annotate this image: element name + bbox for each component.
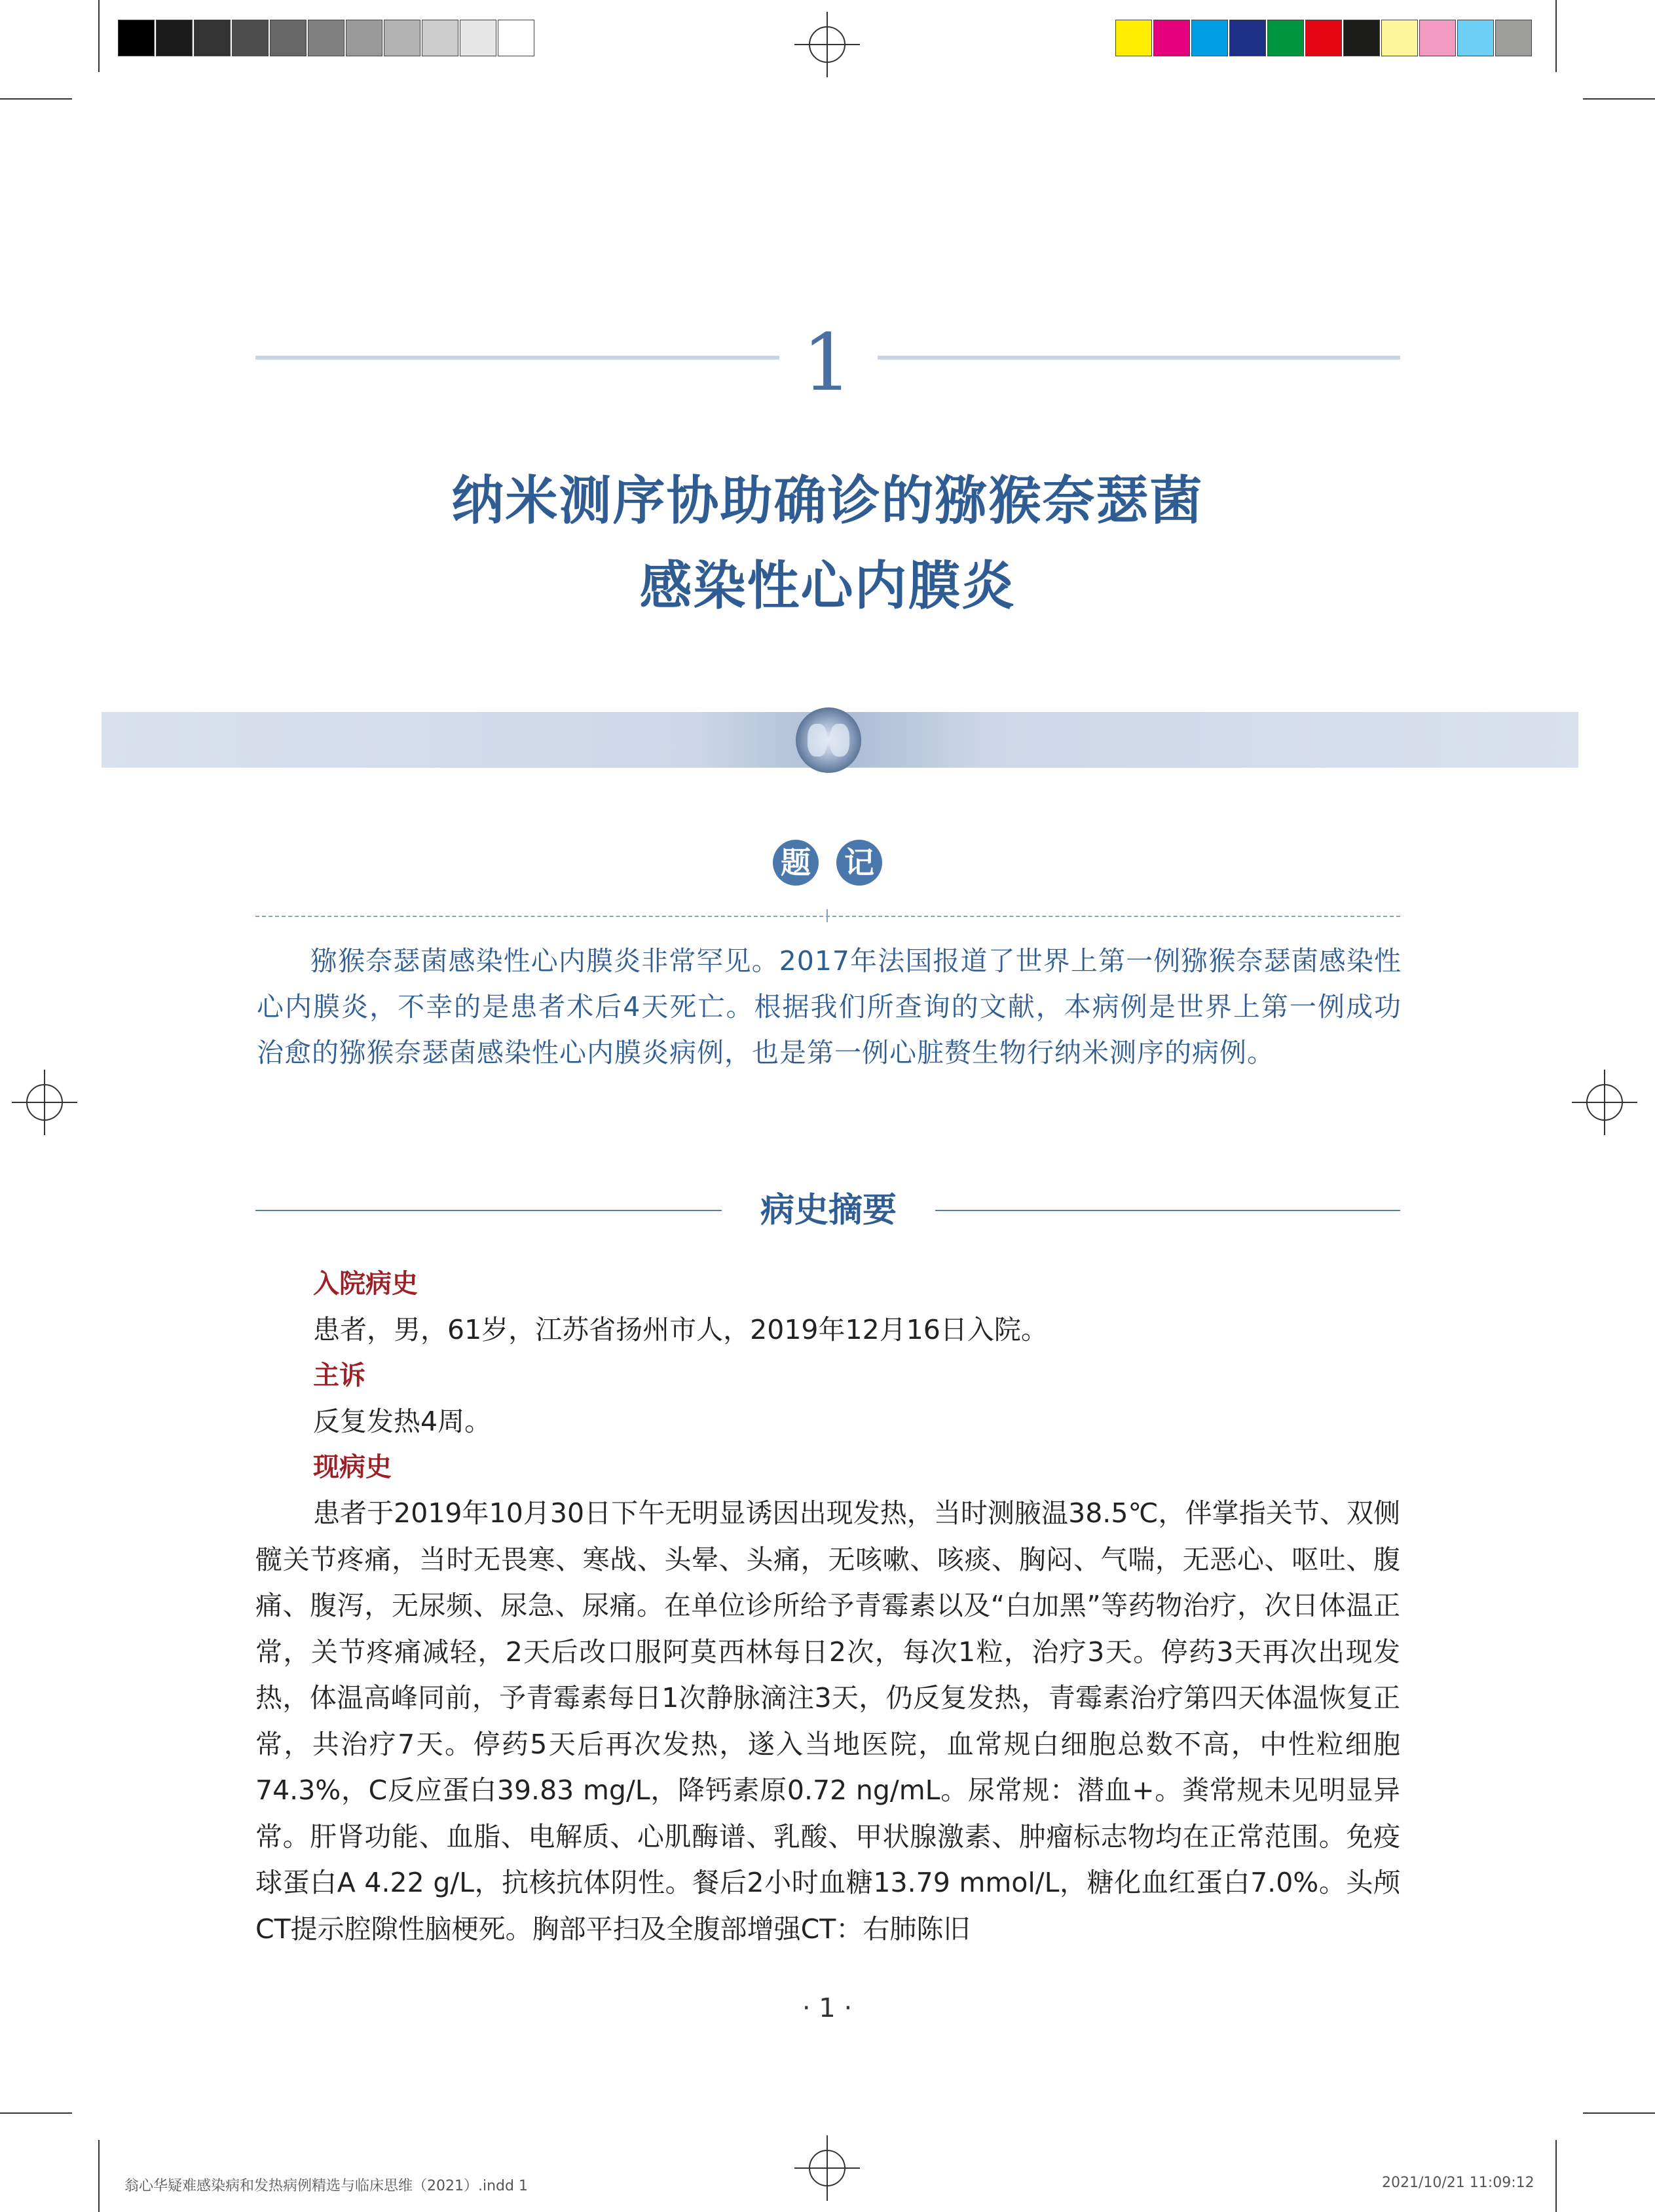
footer-timestamp: 2021/10/21 11:09:12 (1382, 2175, 1534, 2191)
chapter-rule-right (878, 356, 1400, 360)
crop-mark (98, 0, 100, 72)
color-swatch-11 (1495, 20, 1532, 56)
inscription-text-block (257, 938, 1402, 1076)
inscription-badge-ji: 记 (836, 840, 882, 886)
gray-swatch-2 (156, 20, 193, 56)
crop-mark (0, 98, 72, 100)
color-swatch-strip (1115, 20, 1533, 58)
color-swatch-5 (1267, 20, 1304, 56)
crop-mark (98, 2140, 100, 2212)
section-title: 病史摘要 (760, 1191, 897, 1230)
present-illness-block (255, 1490, 1400, 1952)
chapter-title-line-1: 纳米测序协助确诊的猕猴奈瑟菌 (451, 470, 1204, 531)
present-illness-text: 患者于2019年10月30日下午无明显诱因出现发热，当时测腋温38.5℃，伴掌指关节、双侧髋关节疼痛，当时无畏寒、寒战、头晕、头痛，无咳嗽、咳痰、胸闷、气喘，无恶心、呕吐、腹痛、腹泻，无尿频、尿急、尿痛。在单位诊所给予青霉素以及“白加黑”等药物治疗，次日体温正常，关节疼痛减轻，2天后改口服阿莫西林每日2次，每次1粒，治疗3天。停药3天再次出现发热，体温高峰同前，予青霉素每日1次静脉滴注3天，仍反复发热，青霉素治疗第四天体温恢复正常，共治疗7天。停药5天后再次发热，遂入当地医院，血常规白细胞总数不高，中性粒细胞74.3%，C反应蛋白39.83 mg/L，降钙素原0.72 ng/mL。尿常规：潜血+。粪常规未见明显异常。肝肾功能、血脂、电解质、心肌酶谱、乳酸、甲状腺激素、肿瘤标志物均在正常范围。免疫球蛋白A 4.22 g/L，抗核抗体阴性。餐后2小时血糖13.79 mmol/L，糖化血红蛋白7.0%。头颅CT提示腔隙性脑梗死。胸部平扫及全腹部增强CT：右肺陈旧 (255, 1497, 1400, 1945)
crop-mark (1555, 2140, 1557, 2212)
section-rule-right (935, 1210, 1400, 1211)
page-number: · 1 · (802, 1993, 853, 2023)
gray-swatch-11 (498, 20, 534, 56)
section-rule-left (255, 1210, 722, 1211)
color-swatch-3 (1191, 20, 1228, 56)
inscription-badge-ti: 题 (773, 840, 819, 886)
chest-ct-thumbnail-image (796, 707, 861, 773)
gray-swatch-8 (384, 20, 420, 56)
chapter-rule-left (255, 356, 779, 360)
chapter-number: 1 (802, 318, 853, 409)
color-swatch-6 (1305, 20, 1342, 56)
registration-mark-right (1572, 1070, 1637, 1135)
registration-mark-top (794, 12, 860, 77)
gray-swatch-strip (118, 20, 536, 58)
gray-swatch-6 (308, 20, 344, 56)
gray-swatch-7 (346, 20, 382, 56)
crop-mark (1583, 98, 1655, 100)
gray-swatch-4 (232, 20, 269, 56)
gray-swatch-1 (118, 20, 155, 56)
present-illness-heading: 现病史 (313, 1452, 392, 1482)
footer-file-name: 翁心华疑难感染病和发热病例精选与临床思维（2021）.indd 1 (124, 2178, 528, 2194)
gray-swatch-5 (270, 20, 307, 56)
crop-mark (0, 2112, 72, 2114)
admission-heading: 入院病史 (313, 1269, 418, 1299)
history-body (313, 1261, 1400, 1490)
inscription-divider (255, 916, 1400, 917)
inscription-paragraph: 猕猴奈瑟菌感染性心内膜炎非常罕见。2017年法国报道了世界上第一例猕猴奈瑟菌感染性心内膜炎，不幸的是患者术后4天死亡。根据我们所查询的文献，本病例是世界上第一例成功治愈的猕猴奈瑟菌感染性心内膜炎病例，也是第一例心脏赘生物行纳米测序的病例。 (257, 945, 1402, 1068)
gray-swatch-10 (460, 20, 496, 56)
color-swatch-7 (1343, 20, 1380, 56)
complaint-text: 反复发热4周。 (313, 1406, 492, 1437)
color-swatch-2 (1153, 20, 1190, 56)
gray-swatch-9 (422, 20, 458, 56)
inscription-divider-tick (827, 909, 828, 922)
color-swatch-9 (1419, 20, 1456, 56)
chapter-title-line-2: 感染性心内膜炎 (639, 555, 1016, 616)
crop-mark (1583, 2112, 1655, 2114)
color-swatch-1 (1115, 20, 1152, 56)
gray-swatch-3 (194, 20, 231, 56)
color-swatch-8 (1381, 20, 1418, 56)
crop-mark (1555, 0, 1557, 72)
registration-mark-left (12, 1070, 77, 1135)
color-swatch-4 (1229, 20, 1266, 56)
color-swatch-10 (1457, 20, 1494, 56)
complaint-heading: 主诉 (313, 1360, 365, 1391)
registration-mark-bottom (794, 2135, 860, 2201)
admission-text: 患者，男，61岁，江苏省扬州市人，2019年12月16日入院。 (313, 1314, 1048, 1345)
